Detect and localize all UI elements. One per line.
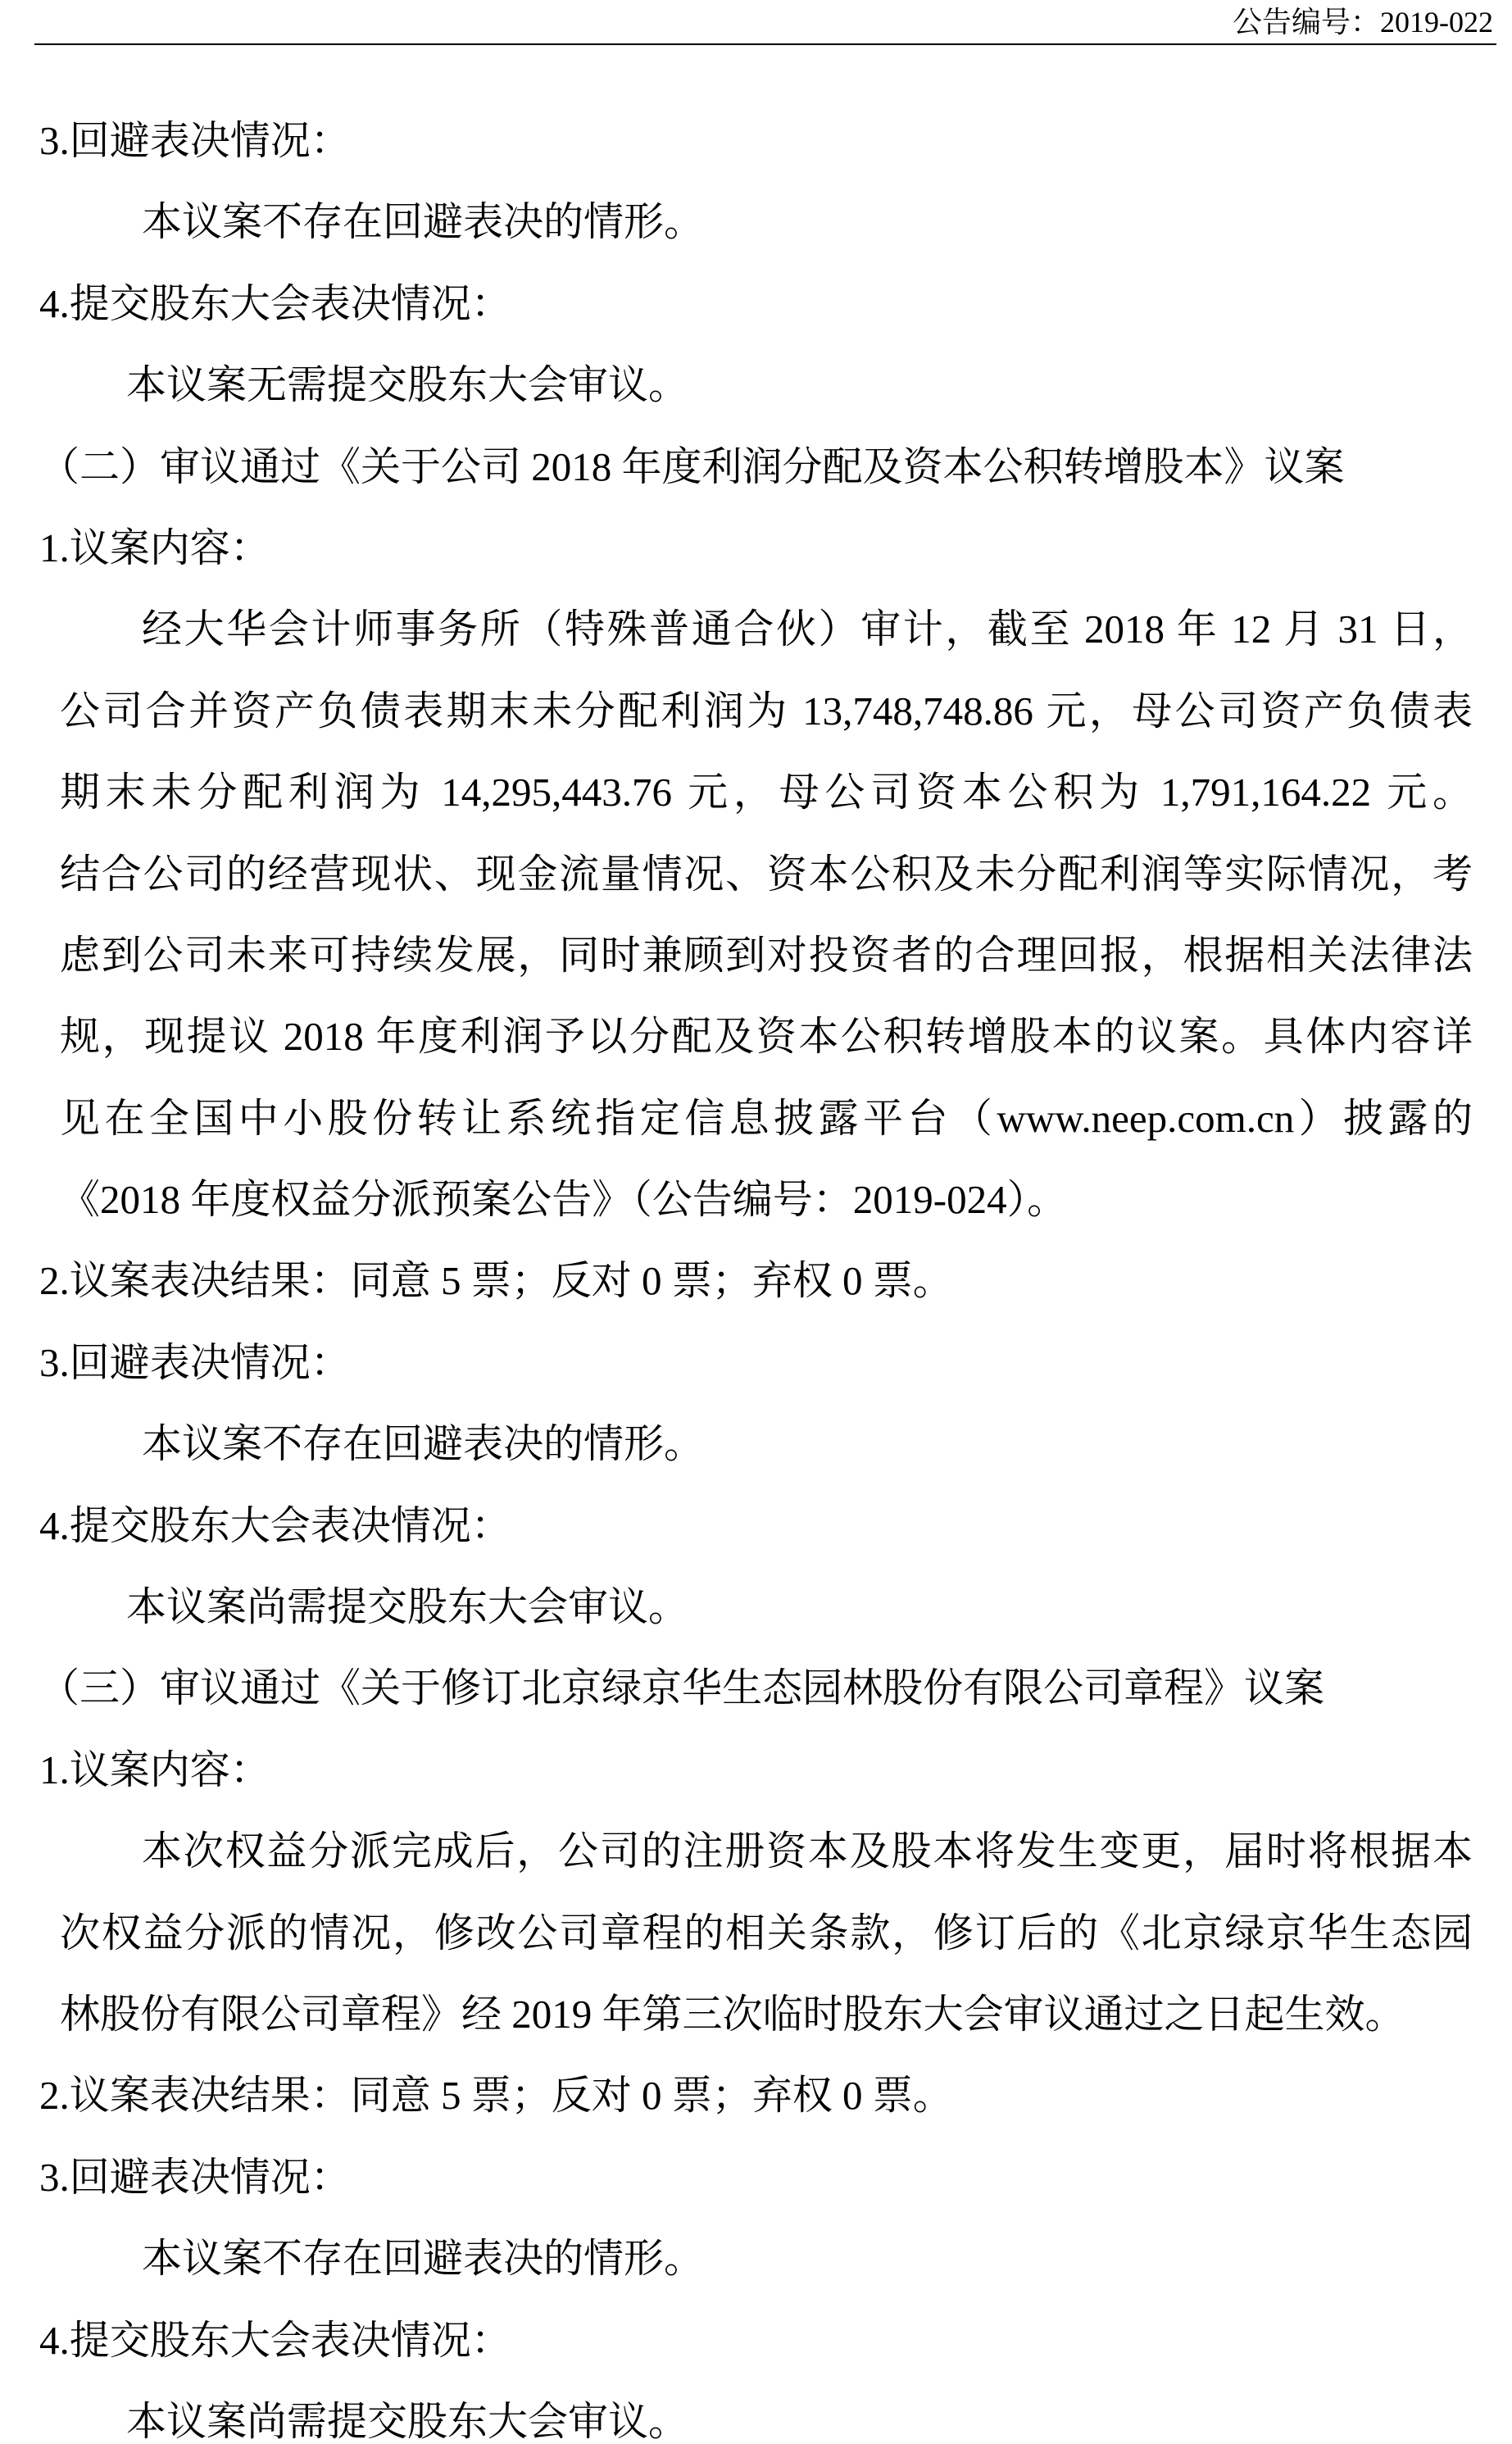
s3-shareholder-meeting-heading: 4.提交股东大会表决情况： bbox=[39, 2317, 511, 2363]
s1-recusal-text: 本议案不存在回避表决的情形。 bbox=[142, 199, 705, 245]
notice-number: 公告编号：2019-022 bbox=[1233, 6, 1493, 39]
header-rule bbox=[34, 43, 1496, 45]
s2-content-line: 经大华会计师事务所（特殊普通合伙）审计，截至 2018 年 12 月 31 日， bbox=[142, 606, 1473, 652]
s2-shareholder-meeting-text: 本议案尚需提交股东大会审议。 bbox=[126, 1584, 689, 1630]
s3-vote-result: 2.议案表决结果：同意 5 票；反对 0 票；弃权 0 票。 bbox=[39, 2073, 953, 2119]
s2-content-line: 《2018 年度权益分派预案公告》（公告编号：2019-024）。 bbox=[60, 1177, 1068, 1223]
s3-content-line: 林股份有限公司章程》经 2019 年第三次临时股东大会审议通过之日起生效。 bbox=[60, 1991, 1405, 2037]
s2-content-line: 规，现提议 2018 年度利润予以分配及资本公积转增股本的议案。具体内容详 bbox=[60, 1014, 1473, 1060]
s3-title: （三）审议通过《关于修订北京绿京华生态园林股份有限公司章程》议案 bbox=[39, 1665, 1325, 1711]
s3-recusal-heading: 3.回避表决情况： bbox=[39, 2154, 351, 2200]
s2-content-line: 结合公司的经营现状、现金流量情况、资本公积及未分配利润等实际情况，考 bbox=[60, 851, 1473, 897]
s3-content-line: 本次权益分派完成后，公司的注册资本及股本将发生变更，届时将根据本 bbox=[142, 1828, 1473, 1874]
document-body bbox=[0, 120, 1512, 2442]
s2-content-line: 虑到公司未来可持续发展，同时兼顾到对投资者的合理回报，根据相关法律法 bbox=[60, 932, 1473, 978]
s2-content-line: 见在全国中小股份转让系统指定信息披露平台（www.neep.com.cn）披露的 bbox=[60, 1095, 1473, 1141]
s2-vote-result: 2.议案表决结果：同意 5 票；反对 0 票；弃权 0 票。 bbox=[39, 1258, 953, 1304]
s3-shareholder-meeting-text: 本议案尚需提交股东大会审议。 bbox=[126, 2398, 689, 2444]
s2-content-line: 期末未分配利润为 14,295,443.76 元，母公司资本公积为 1,791,164.22 元。 bbox=[60, 770, 1473, 815]
s2-content-line: 公司合并资产负债表期末未分配利润为 13,748,748.86 元，母公司资产负债表 bbox=[60, 688, 1473, 734]
s1-recusal-heading: 3.回避表决情况： bbox=[39, 118, 351, 163]
s2-recusal-heading: 3.回避表决情况： bbox=[39, 1339, 351, 1385]
s1-shareholder-meeting-text: 本议案无需提交股东大会审议。 bbox=[126, 362, 689, 408]
s2-content-heading: 1.议案内容： bbox=[39, 525, 270, 570]
s1-shareholder-meeting-heading: 4.提交股东大会表决情况： bbox=[39, 280, 511, 326]
s3-content-heading: 1.议案内容： bbox=[39, 1747, 270, 1792]
s2-shareholder-meeting-heading: 4.提交股东大会表决情况： bbox=[39, 1502, 511, 1548]
s2-recusal-text: 本议案不存在回避表决的情形。 bbox=[142, 1421, 705, 1467]
s3-content-line: 次权益分派的情况，修改公司章程的相关条款，修订后的《北京绿京华生态园 bbox=[60, 1910, 1473, 1956]
s2-title: （二）审议通过《关于公司 2018 年度利润分配及资本公积转增股本》议案 bbox=[39, 443, 1345, 489]
s3-recusal-text: 本议案不存在回避表决的情形。 bbox=[142, 2236, 705, 2282]
